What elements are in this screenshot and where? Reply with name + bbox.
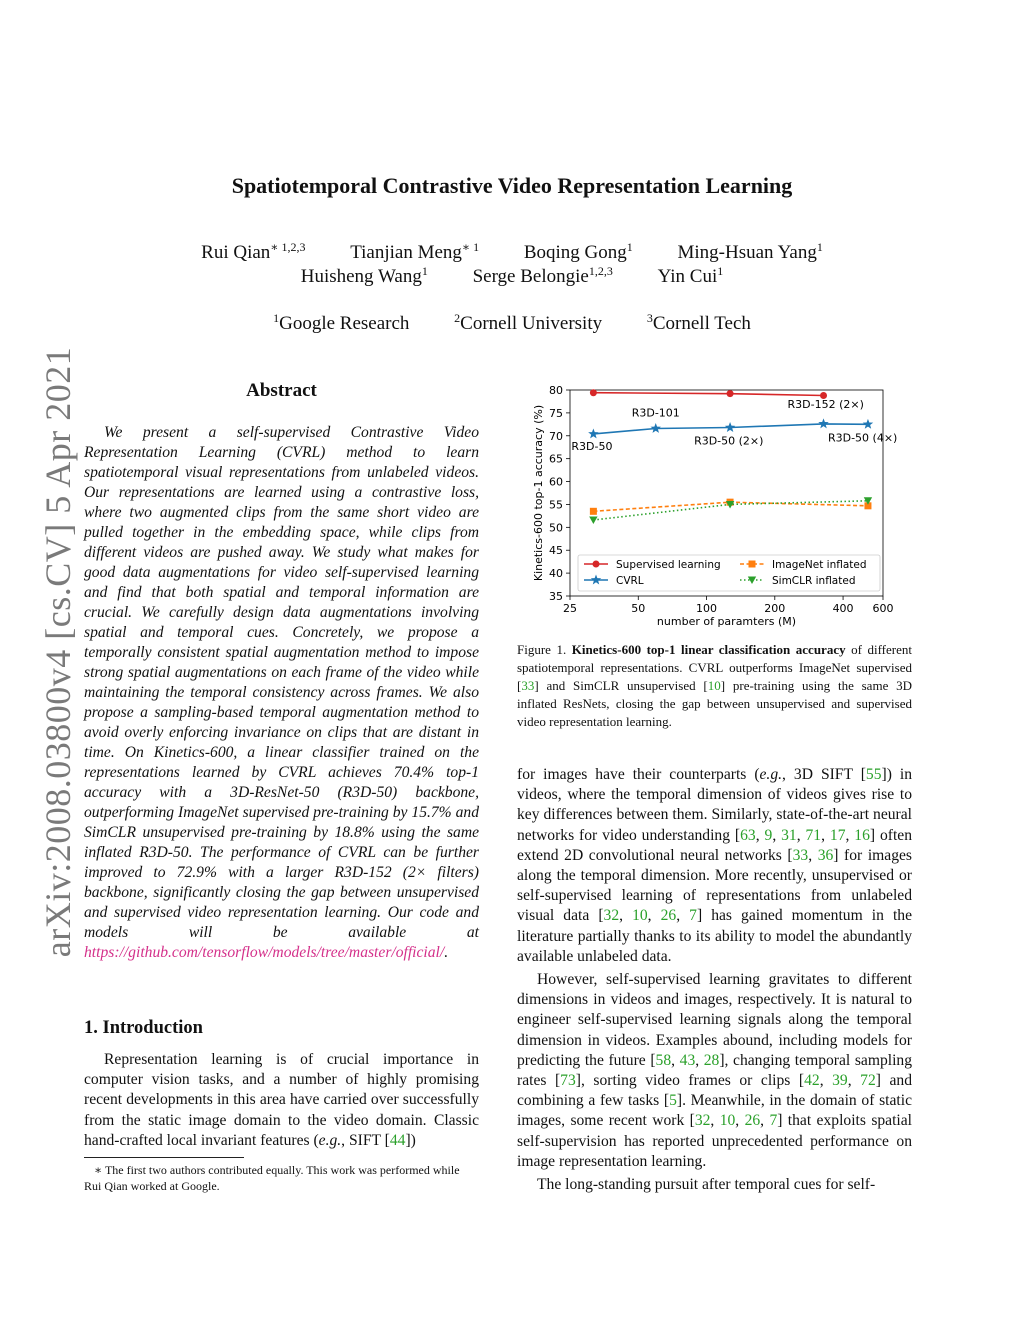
legend-marker (593, 561, 600, 568)
citation-link[interactable]: 73 (560, 1072, 576, 1090)
author: Yin Cui$^1$ (657, 264, 724, 287)
x-axis-label: number of paramters (M) (656, 615, 797, 628)
data-point (651, 423, 661, 433)
y-tick-label: 80 (549, 384, 563, 397)
x-tick-label: 25 (563, 602, 577, 615)
x-tick-label: 100 (696, 602, 718, 615)
affiliations (0, 311, 1024, 335)
data-point (725, 422, 735, 432)
intro-paragraph: Representation learning is of crucial importance in computer vision tasks, and a number of highly promising recent developments in this area have carried over successfully from the static image domain to the video domain. Classic hand-crafted local invariant features (e.g., SIFT [44]) (84, 1051, 479, 1149)
x-tick-label: 200 (764, 602, 786, 615)
legend-label: SimCLR inflated (772, 575, 856, 587)
y-tick-label: 50 (549, 521, 563, 535)
citation-link[interactable]: 71 (805, 826, 822, 844)
x-tick-label: 400 (832, 602, 854, 615)
data-point (590, 389, 597, 396)
author: Boqing Gong$^1$ (523, 240, 633, 263)
y-tick-label: 40 (549, 567, 563, 581)
citation-link[interactable]: 55 (865, 766, 882, 783)
citation-link[interactable]: 10 (632, 907, 648, 925)
citation-link[interactable]: 58 (655, 1051, 672, 1069)
legend-marker (749, 561, 756, 568)
affiliation: $^3$Cornell Tech (646, 311, 751, 334)
citation-link[interactable]: 17 (829, 826, 846, 844)
citation-link[interactable]: 33 (521, 678, 535, 693)
data-point (863, 419, 873, 429)
citation-link[interactable]: 26 (660, 907, 677, 925)
data-label: R3D-101 (631, 406, 680, 420)
citation-link[interactable]: 9 (764, 826, 773, 844)
citation-link[interactable]: 32 (603, 907, 620, 925)
y-tick-label: 60 (549, 475, 563, 489)
arxiv-id: arXiv:2008.03800v4 [cs.CV] 5 Apr 2021 (38, 346, 78, 958)
citation-link[interactable]: 7 (689, 907, 697, 925)
data-point (727, 390, 734, 397)
y-tick-label: 75 (549, 406, 563, 420)
data-point (588, 428, 598, 438)
data-point (589, 517, 597, 525)
x-tick-label: 600 (872, 602, 894, 615)
citation-link[interactable]: 7 (769, 1112, 778, 1130)
y-axis-label: Kinetics-600 top-1 accuracy (%) (532, 404, 545, 582)
legend-label: ImageNet inflated (772, 559, 867, 571)
citation-link[interactable]: 43 (679, 1051, 696, 1069)
paper-title: Spatiotemporal Contrastive Video Representation Learning (231, 173, 793, 198)
footnote-rule (84, 1157, 244, 1158)
citation-link[interactable]: 44 (389, 1131, 406, 1149)
author: Serge Belongie$^{1,2,3}$ (472, 264, 613, 287)
body-paragraph: for images have their counterparts (e.g., 3D SIFT [55]) in videos, where the temporal dimension of videos gives rise to key differences between them. Similarly, state-of-the-art neural networks for video understanding [63, 9, 31, 71, 17, 16] often extend 2D convolutional neural networks [33, 36] for images along the temporal dimension. More recently, unsupervised or self-supervised learning of representations from unlabeled visual data [32, 10, 26, 7] has gained momentum in the literature partially thanks to its ability to model the abundantly available unlabeled data. (517, 766, 913, 965)
citation-link[interactable]: 36 (817, 846, 834, 864)
citation-link[interactable]: 39 (832, 1072, 848, 1090)
data-label: R3D-50 (2×) (694, 434, 764, 448)
y-tick-label: 70 (549, 429, 563, 443)
citation-link[interactable]: 72 (860, 1072, 876, 1090)
data-label: R3D-50 (4×) (827, 431, 898, 445)
legend (578, 555, 880, 591)
abstract-heading: Abstract (246, 380, 317, 401)
author: Rui Qian$^{∗ 1,2,3}$ (201, 240, 306, 263)
y-tick-label: 35 (549, 590, 563, 603)
data-label: R3D-152 (2×) (787, 397, 864, 411)
citation-link[interactable]: 16 (854, 826, 870, 844)
y-tick-label: 65 (549, 452, 563, 466)
citation-link[interactable]: 31 (781, 826, 797, 844)
citation-link[interactable]: 32 (694, 1112, 711, 1130)
legend-label: CVRL (616, 575, 644, 587)
footnote: ∗ The first two authors contributed equally. This work was performed while Rui Qian worked at Google. (84, 1163, 460, 1193)
x-tick-label: 50 (631, 602, 646, 615)
legend-label: Supervised learning (616, 559, 721, 571)
y-tick-label: 55 (549, 498, 563, 512)
authors-row-1 (0, 240, 1024, 264)
series-simclr-inflated (589, 497, 872, 524)
body-paragraph: However, self-supervised learning gravitates to different dimensions in videos and images, respectively. It is natural to engineer self-supervised learning signals along the temporal dimension in videos. Examples abound, including models for predicting the future [58, 43, 28], changing temporal sampling rates [73], sorting video frames or clips [42, 39, 72] and combining a few tasks [5]. Meanwhile, in the domain of static images, some recent work [32, 10, 26, 7] that exploits spatial self-supervision has reported unprecedented performance on image representation learning. (517, 971, 913, 1170)
authors-row-2 (0, 264, 1024, 288)
author: Tianjian Meng$^{∗ 1}$ (350, 240, 480, 263)
affiliation: $^1$Google Research (273, 311, 410, 334)
data-label: R3D-50 (571, 439, 613, 453)
citation-link[interactable]: 42 (804, 1072, 820, 1090)
data-point (590, 508, 597, 515)
citation-link[interactable]: 26 (744, 1112, 761, 1130)
code-link[interactable]: https://github.com/tensorflow/models/tree/master/official/ (84, 944, 445, 961)
figure-caption: Figure 1. Kinetics-600 top-1 linear classification accuracy of different spatiotemporal representations. CVRL outperforms ImageNet supervised [33] and SimCLR unsupervised [10] pre-training using the same 3D inflated ResNets, closing the gap between unsupervised and supervised video representation learning. (517, 642, 913, 729)
body-paragraph: The long-standing pursuit after temporal cues for self- (537, 1176, 876, 1193)
y-tick-label: 45 (549, 544, 563, 558)
affiliation: $^2$Cornell University (454, 311, 603, 334)
citation-link[interactable]: 28 (703, 1051, 720, 1069)
chart-svg (520, 378, 910, 628)
citation-link[interactable]: 10 (707, 678, 721, 693)
data-point (818, 418, 828, 428)
figure-chart (520, 378, 910, 628)
author: Huisheng Wang$^1$ (300, 264, 428, 287)
citation-link[interactable]: 63 (740, 826, 756, 844)
author: Ming-Hsuan Yang$^1$ (677, 240, 823, 263)
series-line (593, 393, 823, 396)
citation-link[interactable]: 33 (792, 846, 809, 864)
abstract-text: We present a self-supervised Contrastive Video Representation Learning (CVRL) method to learn spatiotemporal visual representations from unlabeled videos. Our representations are learned using a contrastive loss, where two augmented clips from the same short video are pulled together in the embedding space, while clips from different videos are pushed away. We study what makes for good data augmentations for video self-supervised learning and find that both spatial and temporal information are crucial. We carefully design data augmentations involving spatial and temporal cues. Concretely, we propose a temporally consistent spatial augmentation method to impose strong spatial augmentations on each frame of the video while maintaining the temporal consistency across frames. We also propose a sampling-based temporal augmentation method to avoid overly enforcing invariance on clips that are distant in time. On Kinetics-600, a linear classifier trained on the representations learned by CVRL achieves 70.4% top-1 accuracy with a 3D-ResNet-50 (R3D-50) backbone, outperforming ImageNet supervised pre-training by 15.7% and SimCLR unsupervised pre-training by 18.8% using the same inflated R3D-50. The performance of CVRL can be further improved to 72.9% with a larger R3D-152 (2× filters) backbone, significantly closing the gap between unsupervised and supervised video representation learning. Our code and models will be available at https://github.com/tensorflow/models/tree/master/official/. (84, 424, 479, 961)
citation-link[interactable]: 10 (719, 1112, 736, 1130)
citation-link[interactable]: 5 (669, 1092, 677, 1110)
section-heading: 1. Introduction (84, 1018, 203, 1038)
